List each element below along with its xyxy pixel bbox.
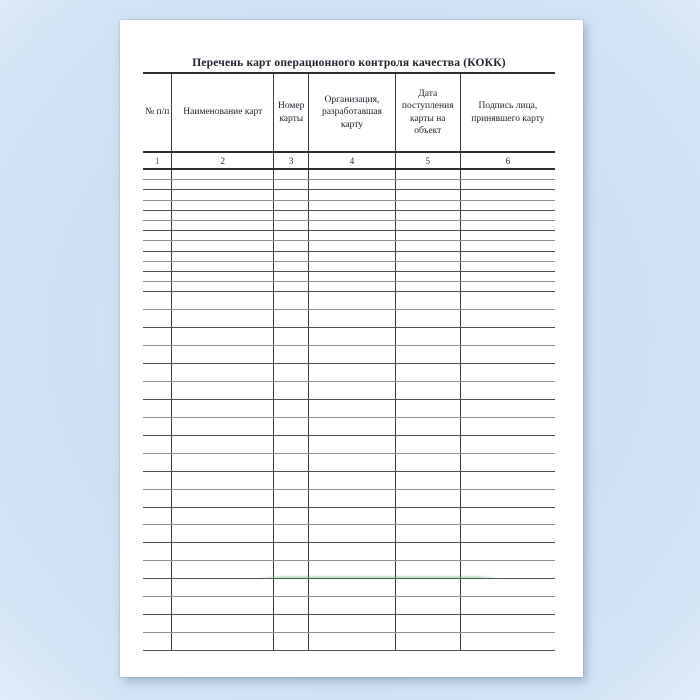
table-cell [273, 211, 308, 220]
column-number: 6 [460, 153, 555, 168]
table-cell [273, 472, 308, 489]
table-cell [308, 543, 395, 560]
table-cell [460, 472, 555, 489]
table-cell [395, 190, 460, 199]
table-cell [143, 490, 171, 507]
table-row [143, 201, 555, 211]
table-cell [460, 561, 555, 578]
table-cell [171, 221, 273, 230]
table-row [143, 170, 555, 180]
table-row [143, 231, 555, 241]
header-cell-number [143, 74, 171, 151]
table-cell [395, 525, 460, 542]
table-cell [273, 543, 308, 560]
table-row [143, 211, 555, 221]
table-cell [395, 454, 460, 471]
table-cell [460, 180, 555, 189]
header-label: Подпись лица, принявшего карту [471, 101, 545, 124]
table-cell [143, 382, 171, 399]
table-row [143, 454, 555, 472]
table-row [143, 543, 555, 561]
table-cell [171, 180, 273, 189]
table-cell [308, 508, 395, 525]
table-cell [143, 221, 171, 230]
table-cell [308, 364, 395, 381]
table-cell [395, 543, 460, 560]
table-cell [308, 490, 395, 507]
table-cell [171, 454, 273, 471]
table-cell [395, 418, 460, 435]
table-cell [308, 241, 395, 250]
table-cell [460, 633, 555, 650]
table-cell [143, 262, 171, 271]
table-cell [273, 561, 308, 578]
table-cell [143, 272, 171, 281]
table-cell [143, 418, 171, 435]
table-cell [273, 272, 308, 281]
table-cell [143, 180, 171, 189]
table-cell [395, 310, 460, 327]
table-cell [308, 272, 395, 281]
table-cell [308, 400, 395, 417]
table-row [143, 221, 555, 231]
table-cell [460, 525, 555, 542]
table-cell [171, 282, 273, 291]
table-cell [395, 292, 460, 309]
column-numbers-row [143, 153, 555, 170]
table-cell [273, 364, 308, 381]
document-page [120, 20, 583, 677]
header-cell-card-number [273, 74, 308, 151]
table-cell [308, 292, 395, 309]
table-cell [273, 310, 308, 327]
table-cell [308, 328, 395, 345]
kokk-table [143, 72, 555, 651]
table-cell [395, 346, 460, 363]
table-cell [171, 490, 273, 507]
column-number: 5 [395, 153, 460, 168]
table-cell [460, 579, 555, 596]
table-cell [143, 190, 171, 199]
table-cell [273, 190, 308, 199]
table-cell [460, 454, 555, 471]
table-cell [395, 597, 460, 614]
table-cell [273, 490, 308, 507]
table-cell [143, 633, 171, 650]
table-cell [308, 231, 395, 240]
table-row [143, 561, 555, 579]
table-cell [171, 579, 273, 596]
table-cell [395, 615, 460, 632]
table-cell [460, 252, 555, 261]
table-cell [308, 170, 395, 179]
table-row [143, 310, 555, 328]
table-cell [460, 490, 555, 507]
table-cell [395, 252, 460, 261]
table-cell [308, 262, 395, 271]
table-cell [171, 262, 273, 271]
table-cell [395, 472, 460, 489]
table-cell [273, 615, 308, 632]
table-cell [143, 328, 171, 345]
table-cell [308, 346, 395, 363]
table-cell [143, 454, 171, 471]
table-cell [171, 211, 273, 220]
table-row [143, 241, 555, 251]
table-cell [308, 211, 395, 220]
table-cell [273, 436, 308, 453]
table-cell [460, 262, 555, 271]
table-cell [395, 508, 460, 525]
table-cell [273, 346, 308, 363]
table-cell [308, 221, 395, 230]
table-cell [308, 418, 395, 435]
table-cell [460, 597, 555, 614]
table-cell [308, 436, 395, 453]
table-cell [395, 241, 460, 250]
table-cell [273, 170, 308, 179]
header-cell-signature [460, 74, 555, 151]
table-cell [273, 282, 308, 291]
table-cell [395, 170, 460, 179]
table-row [143, 436, 555, 454]
table-row [143, 346, 555, 364]
column-number: 4 [308, 153, 395, 168]
table-cell [273, 241, 308, 250]
table-cell [395, 262, 460, 271]
table-cell [395, 436, 460, 453]
table-cell [273, 454, 308, 471]
table-cell [143, 472, 171, 489]
table-cell [143, 579, 171, 596]
table-cell [273, 262, 308, 271]
table-row [143, 262, 555, 272]
table-cell [308, 382, 395, 399]
table-cell [460, 190, 555, 199]
table-cell [460, 272, 555, 281]
table-cell [171, 328, 273, 345]
table-cell [460, 201, 555, 210]
header-cell-organization [308, 74, 395, 151]
table-cell [143, 543, 171, 560]
table-cell [273, 201, 308, 210]
table-cell [143, 597, 171, 614]
table-cell [143, 211, 171, 220]
table-header-row [143, 74, 555, 153]
table-cell [395, 490, 460, 507]
table-cell [460, 615, 555, 632]
table-cell [308, 597, 395, 614]
table-cell [395, 231, 460, 240]
table-cell [171, 382, 273, 399]
header-label: Дата поступления карты на объект [401, 88, 454, 136]
table-cell [308, 252, 395, 261]
table-cell [395, 180, 460, 189]
table-cell [171, 170, 273, 179]
table-cell [143, 346, 171, 363]
table-cell [143, 436, 171, 453]
table-cell [143, 231, 171, 240]
table-cell [460, 292, 555, 309]
table-cell [395, 400, 460, 417]
table-cell [308, 454, 395, 471]
table-cell [460, 418, 555, 435]
table-cell [273, 400, 308, 417]
table-row [143, 633, 555, 651]
column-number: 2 [171, 153, 273, 168]
table-cell [143, 292, 171, 309]
table-cell [171, 252, 273, 261]
table-cell [171, 272, 273, 281]
table-cell [273, 328, 308, 345]
table-cell [171, 418, 273, 435]
table-cell [460, 231, 555, 240]
header-cell-card-name [171, 74, 273, 151]
table-cell [460, 508, 555, 525]
column-number: 3 [273, 153, 308, 168]
table-cell [460, 282, 555, 291]
table-cell [143, 364, 171, 381]
table-cell [273, 382, 308, 399]
table-cell [460, 364, 555, 381]
header-label: Номер карты [277, 101, 305, 124]
table-row [143, 272, 555, 282]
table-row [143, 190, 555, 200]
table-cell [308, 561, 395, 578]
table-row [143, 282, 555, 292]
table-row [143, 292, 555, 310]
table-cell [273, 252, 308, 261]
table-cell [143, 252, 171, 261]
table-cell [273, 633, 308, 650]
table-body [143, 170, 555, 651]
table-row [143, 180, 555, 190]
table-cell [273, 418, 308, 435]
table-cell [171, 597, 273, 614]
table-cell [395, 272, 460, 281]
table-cell [308, 180, 395, 189]
table-cell [460, 543, 555, 560]
table-row [143, 597, 555, 615]
table-cell [395, 633, 460, 650]
table-cell [143, 508, 171, 525]
table-cell [171, 190, 273, 199]
table-cell [308, 190, 395, 199]
table-row [143, 400, 555, 418]
table-cell [460, 211, 555, 220]
table-cell [460, 346, 555, 363]
table-row [143, 252, 555, 262]
table-cell [395, 579, 460, 596]
table-cell [171, 310, 273, 327]
table-cell [171, 543, 273, 560]
page-title: Перечень карт операционного контроля качества (КОКК) [192, 57, 506, 69]
table-cell [171, 633, 273, 650]
table-cell [460, 400, 555, 417]
table-cell [143, 400, 171, 417]
table-cell [171, 292, 273, 309]
table-cell [143, 201, 171, 210]
table-cell [143, 310, 171, 327]
table-row [143, 328, 555, 346]
table-cell [395, 364, 460, 381]
table-cell [273, 597, 308, 614]
table-cell [395, 328, 460, 345]
table-cell [143, 615, 171, 632]
table-cell [143, 525, 171, 542]
table-cell [308, 579, 395, 596]
table-cell [460, 328, 555, 345]
table-cell [171, 436, 273, 453]
header-cell-arrival-date [395, 74, 460, 151]
table-cell [395, 382, 460, 399]
table-cell [460, 436, 555, 453]
table-cell [308, 282, 395, 291]
table-cell [308, 201, 395, 210]
table-cell [273, 292, 308, 309]
column-number: 1 [154, 155, 160, 166]
table-cell [460, 241, 555, 250]
table-cell [171, 472, 273, 489]
table-row [143, 525, 555, 543]
table-cell [171, 231, 273, 240]
table-row [143, 615, 555, 633]
table-cell [171, 525, 273, 542]
table-cell [273, 231, 308, 240]
table-cell [171, 364, 273, 381]
table-cell [171, 346, 273, 363]
table-row [143, 472, 555, 490]
table-cell [395, 282, 460, 291]
header-label: Организация, разработавшая карту [321, 94, 382, 130]
table-cell [273, 508, 308, 525]
table-cell [460, 382, 555, 399]
table-cell [171, 201, 273, 210]
table-cell [308, 472, 395, 489]
table-cell [308, 310, 395, 327]
table-cell [143, 561, 171, 578]
table-cell [171, 241, 273, 250]
table-cell [273, 525, 308, 542]
table-cell [460, 310, 555, 327]
table-cell [460, 221, 555, 230]
table-cell [308, 615, 395, 632]
header-label: Наименование карт [183, 107, 263, 118]
table-cell [308, 525, 395, 542]
table-cell [143, 282, 171, 291]
table-row [143, 579, 555, 597]
table-row [143, 382, 555, 400]
table-cell [143, 241, 171, 250]
table-cell [143, 170, 171, 179]
table-cell [273, 221, 308, 230]
table-cell [395, 211, 460, 220]
table-row [143, 508, 555, 526]
table-cell [273, 579, 308, 596]
table-cell [395, 221, 460, 230]
table-cell [171, 508, 273, 525]
table-cell [395, 561, 460, 578]
table-cell [171, 615, 273, 632]
table-row [143, 490, 555, 508]
table-cell [171, 400, 273, 417]
table-row [143, 418, 555, 436]
table-cell [460, 170, 555, 179]
table-cell [171, 561, 273, 578]
header-label: № п/п [145, 107, 170, 118]
table-cell [308, 633, 395, 650]
table-row [143, 364, 555, 382]
table-cell [395, 201, 460, 210]
table-cell [273, 180, 308, 189]
